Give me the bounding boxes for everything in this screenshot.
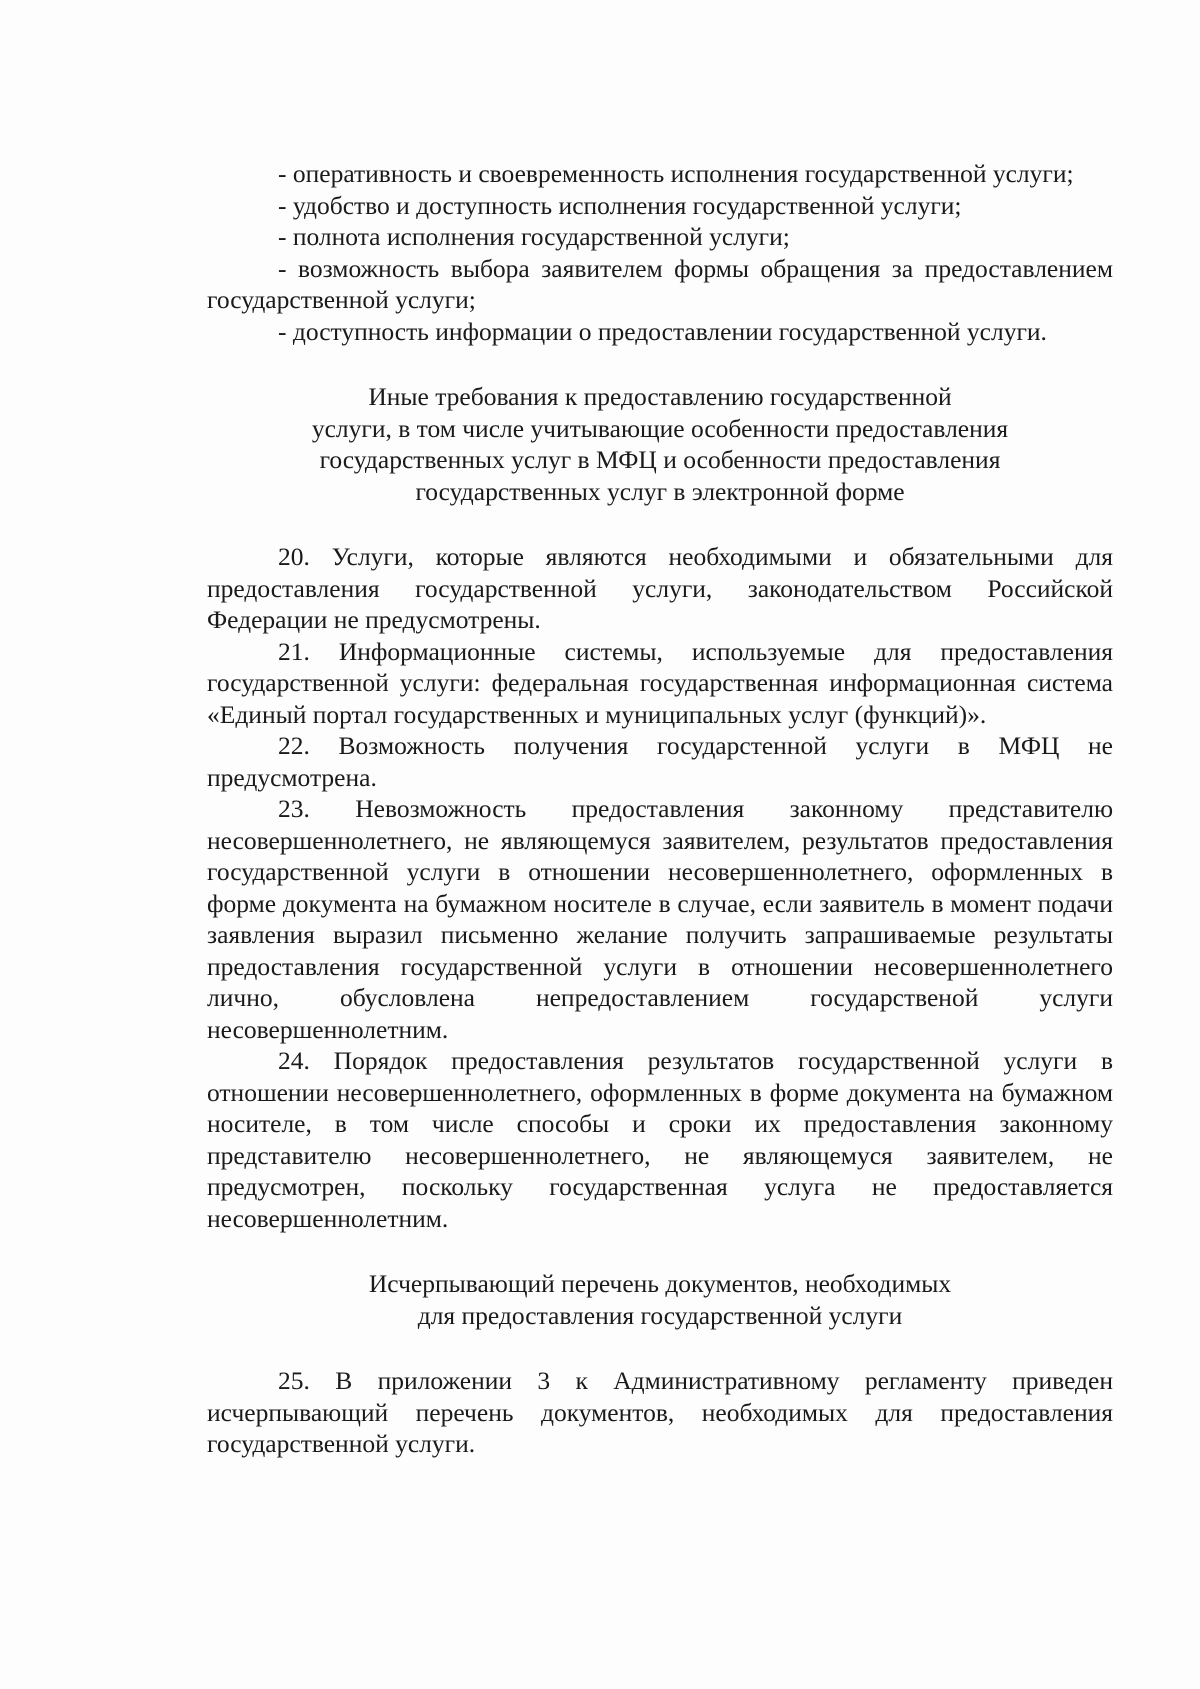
paragraph-25: 25. В приложении 3 к Административному регламенту приведен исчерпывающий перечень документов, необходимых для предоставления государственной услуги. bbox=[207, 1366, 1113, 1458]
bullet-item: - оперативность и своевременность исполнения государственной услуги; bbox=[278, 159, 1074, 188]
heading-line: Иные требования к предоставлению государственной bbox=[368, 382, 952, 411]
section-heading-other-requirements bbox=[207, 381, 1113, 507]
paragraph-23: 23. Невозможность предоставления законному представителю несовершеннолетнего, не являющемуся заявителем, результатов предоставления государственной услуги в отношении несовершеннолетнего, оформленных в форме документа на бумажном носителе в случае, если заявитель в момент подачи заявления выразил письменно желание получить запрашиваемые результаты предоставления государственной услуги в отношении несовершеннолетнего лично, обусловлена непредоставлением государственой услуги несовершеннолетним. bbox=[207, 794, 1113, 1044]
paragraph-21: 21. Информационные системы, используемые для предоставления государственной услуги: федеральная государственная информационная система «Единый портал государственных и муниципальных услуг (функций)». bbox=[207, 636, 1113, 729]
bullet-item: - возможность выбора заявителем формы обращения за предоставлением государственной услуги; bbox=[207, 253, 1113, 314]
paragraph-22: 22. Возможность получения государстенной услуги в МФЦ не предусмотрена. bbox=[207, 731, 1113, 792]
document-body bbox=[207, 158, 1113, 1460]
heading-line: Исчерпывающий перечень документов, необходимых bbox=[368, 1269, 952, 1298]
heading-line: государственных услуг в электронной форме bbox=[415, 476, 905, 506]
paragraph-20: 20. Услуги, которые являются необходимыми и обязательными для предоставления государственной услуги, законодательством Российской Федерации не предусмотрены. bbox=[207, 542, 1113, 634]
bullet-item: - полнота исполнения государственной услуги; bbox=[278, 222, 790, 251]
section-heading-documents-list bbox=[207, 1268, 1113, 1331]
bullet-item: - доступность информации о предоставлении государственной услуги. bbox=[278, 316, 1047, 346]
heading-line: государственных услуг в МФЦ и особенности предоставления bbox=[319, 445, 1001, 474]
heading-line: для предоставления государственной услуги bbox=[417, 1300, 903, 1330]
heading-line: услуги, в том числе учитывающие особенности предоставления bbox=[311, 413, 1009, 443]
paragraph-24: 24. Порядок предоставления результатов государственной услуги в отношении несовершеннолетнего, оформленных в форме документа на бумажном носителе, в том числе способы и сроки их предоставления законному представителю несовершеннолетнего, не являющемуся заявителем, не предусмотрен, поскольку государственная услуга не предоставляется несовершеннолетним. bbox=[207, 1046, 1113, 1233]
bullet-item: - удобство и доступность исполнения государственной услуги; bbox=[278, 190, 962, 220]
